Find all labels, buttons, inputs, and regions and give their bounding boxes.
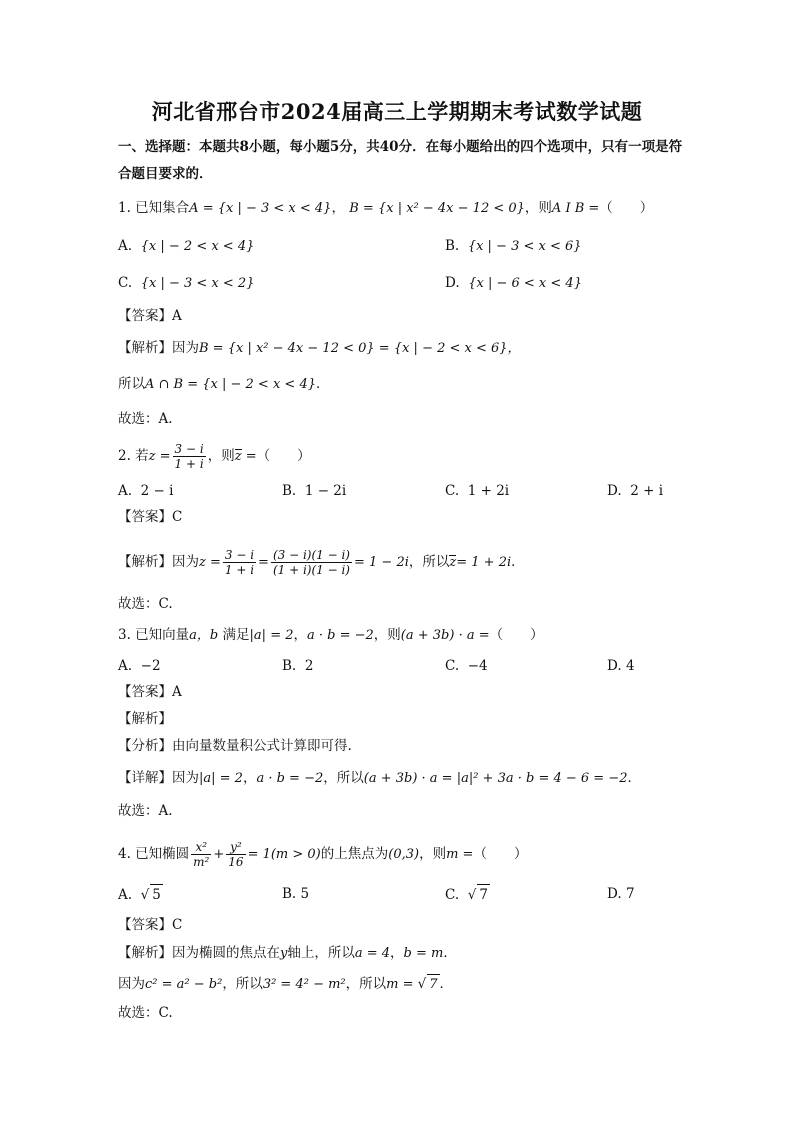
sol-y: y [280, 946, 288, 961]
fraction-numerator: (3 − i)(1 − i) [272, 548, 350, 562]
option-value: 1 + 2i [467, 483, 510, 499]
q1-answer [118, 306, 182, 326]
q3-option-b [282, 656, 313, 676]
option-value: {x | − 3 < x < 2} [140, 276, 255, 291]
q2-paren: （ ） [256, 448, 311, 464]
question-1 [118, 198, 653, 219]
q3-option-d [607, 656, 635, 676]
answer-label: 【答案】 [118, 917, 172, 933]
q3-xiangjie: 【详解】因为|a| = 2，a · b = −2，所以(a + 3b) · a = |a|² + 3a · b = 4 − 6 = −2． [118, 770, 641, 786]
q4-fraction-1 [191, 840, 211, 869]
q3-ask-pre: ，则 [373, 627, 401, 643]
q3-mid: 满足 [222, 627, 250, 643]
q3-option-c [445, 656, 488, 676]
fraction-numerator: y² [226, 840, 245, 855]
option-value: −4 [467, 658, 488, 674]
xj-calc: (a + 3b) · a = |a|² + 3a · b = 4 − 6 = −2 [363, 771, 628, 786]
q4-ask: m = [446, 847, 474, 862]
answer-label: 【答案】 [118, 684, 172, 700]
q4-option-c: C. √ 7 [445, 884, 490, 905]
xj-cond-2: a · b = −2 [256, 771, 324, 786]
sol-pre: 因为 [118, 976, 145, 992]
q3-paren: （ ） [489, 627, 544, 643]
option-label: D. [445, 275, 460, 291]
option-label: B. [282, 483, 297, 499]
sol-root: 7 [427, 974, 439, 995]
q4-choice [118, 1003, 173, 1023]
option-value: 7 [625, 886, 635, 902]
option-label: B. [282, 886, 297, 902]
xj-cond-1: |a| = 2 [199, 771, 243, 786]
q3-answer [118, 682, 182, 702]
q3-fenxi [118, 736, 352, 756]
q1-option-d [445, 273, 582, 294]
sol-mid: ，所以 [222, 976, 263, 992]
q1-set-a: A = {x | − 3 < x < 4} [189, 201, 332, 216]
question-2 [118, 442, 311, 471]
q1-option-b [445, 236, 582, 257]
q2-prefix: 2. 若 [118, 448, 149, 464]
option-value: 4 [625, 658, 635, 674]
sol-end: ． [443, 945, 457, 961]
sol-zbar: z [449, 555, 457, 570]
q2-z: z = [148, 449, 171, 464]
q4-mid: 的上焦点为 [320, 846, 389, 862]
q2-ask-pre: ，则 [207, 448, 235, 464]
analysis-label: 【解析】 [118, 554, 172, 570]
q3-choice [118, 801, 173, 821]
answer-value: A [172, 684, 182, 700]
option-label: A. [118, 238, 133, 254]
sol-pre: 因为 [172, 554, 199, 570]
option-value: 2 + i [630, 483, 664, 499]
q4-paren: （ ） [473, 846, 528, 862]
q4-ask-pre: ，则 [419, 846, 447, 862]
fenxi-label: 【分析】 [118, 738, 172, 754]
option-label: B. [445, 238, 460, 254]
choice-label: 故选： [118, 411, 159, 427]
answer-value: C [172, 917, 183, 933]
choice-value: C. [158, 1005, 173, 1021]
q2-option-c [445, 481, 509, 501]
page-title: 河北省邢台市2024届高三上学期期末考试数学试题 [151, 99, 643, 124]
q1-option-c [118, 273, 254, 294]
sol-end: ． [439, 976, 454, 992]
sol-mid-2: ，所以 [345, 976, 387, 992]
q4-option-b [282, 884, 309, 904]
sol-a: a = 4 [354, 946, 391, 961]
option-label: C. [445, 887, 460, 903]
sol-mid: ，所以 [408, 554, 450, 570]
q2-answer [118, 507, 182, 527]
q3-cond-2: a · b = −2 [307, 628, 374, 643]
q2-zbar: z [234, 449, 242, 464]
option-label: C. [445, 483, 460, 499]
q4-solution-2: 因为c² = a² − b²，所以3² = 4² − m²，所以m = √ 7 ． [118, 974, 453, 995]
q3-option-a [118, 656, 161, 676]
sol-fraction-1 [223, 548, 256, 577]
q4-option-d [607, 884, 635, 904]
sol-eq: 3² = 4² − m² [262, 977, 346, 992]
option-value: 5 [150, 884, 163, 905]
question-4 [118, 840, 527, 869]
fenxi-text: 由向量数量积公式计算即可得. [172, 738, 352, 754]
sol-fraction-2 [271, 548, 352, 577]
sol-m: m = [386, 977, 418, 992]
answer-label: 【答案】 [118, 509, 172, 525]
option-label: A. [118, 483, 133, 499]
q4-option-a: A. √ 5 [118, 884, 163, 905]
option-label: A. [118, 658, 133, 674]
q4-plus: + [213, 847, 225, 862]
choice-label: 故选： [118, 596, 159, 612]
option-value: 7 [477, 884, 490, 905]
q1-choice [118, 409, 173, 429]
sol-end: ． [316, 376, 330, 392]
question-3 [118, 625, 544, 646]
sol-math: A ∩ B = {x | − 2 < x < 4} [145, 377, 316, 392]
option-label: D. [607, 886, 622, 902]
option-label: A. [118, 887, 133, 903]
answer-label: 【答案】 [118, 308, 172, 324]
choice-value: C. [158, 596, 173, 612]
fraction-numerator: 3 − i [174, 442, 204, 456]
section-heading: 一、选择题：本题共8小题，每小题5分，共40分．在每小题给出的四个选项中，只有一项是符合题目要求的． [118, 139, 683, 182]
fraction-numerator: 3 − i [224, 548, 255, 562]
option-label: D. [607, 658, 622, 674]
q1-prefix: 1. 已知集合 [118, 200, 190, 216]
answer-value: A [172, 308, 182, 324]
option-value: {x | − 3 < x < 6} [467, 239, 582, 254]
q3-vectors: a，b [189, 628, 219, 643]
q1-option-a [118, 236, 254, 257]
q4-condition: = 1(m > 0) [247, 847, 321, 862]
q2-choice [118, 594, 173, 614]
sol-result: = 1 − 2i [353, 555, 409, 570]
q1-ask: A I B = [551, 201, 600, 216]
q3-comma: ， [293, 627, 307, 643]
fraction-denominator: (1 + i)(1 − i) [272, 563, 350, 577]
option-value: 2 [304, 658, 314, 674]
sol-z: z = [199, 555, 221, 570]
fraction-denominator: 1 + i [174, 457, 204, 471]
analysis-label: 【解析】 [118, 711, 172, 727]
sol-b: b = m [403, 946, 444, 961]
choice-label: 故选： [118, 803, 159, 819]
fraction-denominator: 1 + i [224, 563, 255, 577]
xj-pre: 因为 [172, 770, 199, 786]
xj-end: ． [627, 770, 641, 786]
q1-set-b: B = {x | x² − 4x − 12 < 0} [349, 201, 525, 216]
q4-solution-1: 【解析】因为椭圆的焦点在y轴上，所以a = 4，b = m． [118, 945, 457, 961]
q1-sep: ， [331, 200, 345, 216]
fraction-denominator: 16 [228, 855, 244, 869]
sol-mid: 轴上，所以 [287, 945, 355, 961]
option-value: {x | − 6 < x < 4} [468, 276, 582, 291]
xiangjie-label: 【详解】 [118, 770, 172, 786]
sol-pre: 因为 [172, 340, 199, 356]
q1-solution-1 [118, 338, 521, 359]
option-label: C. [445, 658, 460, 674]
choice-value: A. [158, 803, 173, 819]
choice-value: A. [158, 411, 173, 427]
fraction-denominator: m² [193, 855, 210, 869]
option-label: D. [607, 483, 622, 499]
option-label: B. [282, 658, 297, 674]
option-value: {x | − 2 < x < 4} [140, 239, 255, 254]
q2-fraction [173, 442, 206, 471]
q1-paren: （ ） [599, 200, 654, 216]
option-value: 2 − i [140, 483, 174, 499]
sol-eq: = [258, 555, 269, 570]
q2-option-a [118, 481, 173, 501]
q1-solution-2 [118, 374, 330, 395]
q2-solution [118, 548, 525, 577]
sol-c2: c² = a² − b² [145, 977, 223, 992]
analysis-label: 【解析】 [118, 945, 172, 961]
q3-prefix: 3. 已知向量 [118, 627, 190, 643]
sol-pre: 因为椭圆的焦点在 [172, 945, 280, 961]
xj-mid: ，所以 [323, 770, 364, 786]
q2-option-b [282, 481, 346, 501]
q3-ask: (a + 3b) · a = [400, 628, 490, 643]
choice-label: 故选： [118, 1005, 159, 1021]
q1-ask-pre: ，则 [524, 200, 552, 216]
q4-prefix: 4. 已知椭圆 [118, 846, 190, 862]
q2-option-d [607, 481, 663, 501]
q3-cond-1: |a| = 2 [249, 628, 294, 643]
sol-dot: ． [511, 554, 525, 570]
analysis-label: 【解析】 [118, 340, 172, 356]
q4-answer [118, 915, 182, 935]
sol-math: B = {x | x² − 4x − 12 < 0} = {x | − 2 < x < 6}， [199, 341, 521, 356]
q2-ask-eq: = [241, 449, 257, 464]
fraction-numerator: x² [191, 840, 211, 855]
q4-point: (0,3) [388, 847, 420, 862]
option-value: −2 [140, 658, 161, 674]
q3-analysis-label [118, 709, 172, 729]
answer-value: C [172, 509, 183, 525]
q4-fraction-2 [226, 840, 245, 869]
option-value: 1 − 2i [304, 483, 347, 499]
sol-end: = 1 + 2i [456, 555, 512, 570]
option-label: C. [118, 275, 133, 291]
sol-pre: 所以 [118, 376, 145, 392]
option-value: 5 [300, 886, 310, 902]
